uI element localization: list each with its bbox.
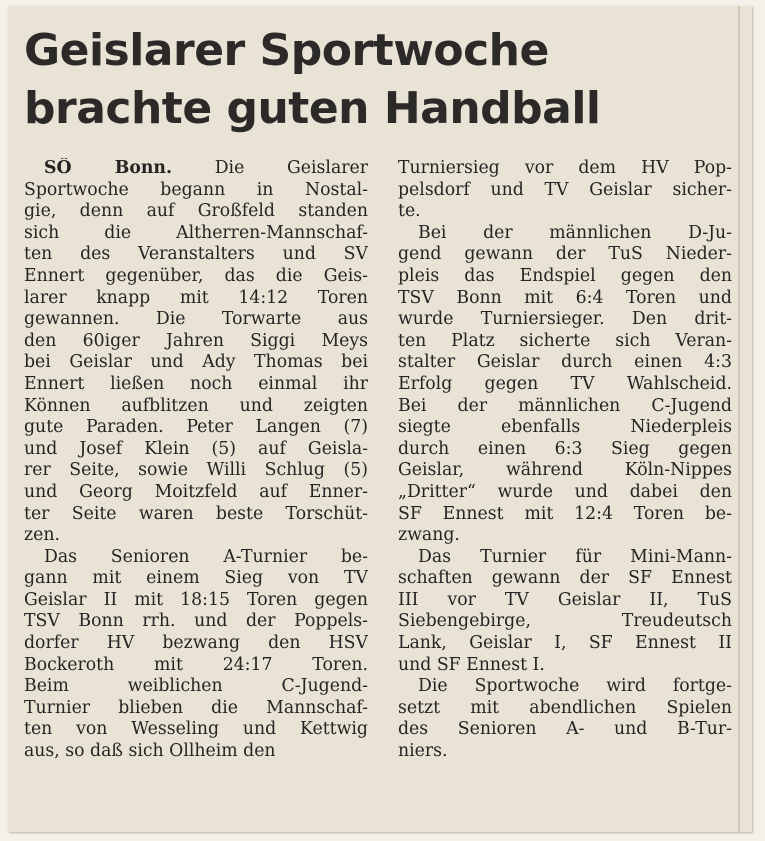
text-line (398, 676, 732, 698)
text-line (398, 288, 732, 310)
text-line (24, 158, 368, 180)
article-column-right (398, 158, 732, 763)
text-line (398, 201, 732, 223)
text-line (398, 504, 732, 526)
line-text: Die Sportwoche wird fortge- (418, 676, 732, 697)
line-text: ten des Veranstalters und SV (24, 244, 368, 265)
article-column-left (24, 158, 368, 763)
text-line (398, 590, 732, 612)
text-line (398, 611, 732, 633)
line-text: und Georg Moitzfeld auf Enner- (24, 481, 368, 502)
line-text: Bei der männlichen D-Ju- (418, 222, 732, 243)
text-line (24, 719, 368, 741)
line-text: pelsdorf und TV Geislar sicher- (398, 179, 732, 200)
text-line (24, 633, 368, 655)
line-text: Lank, Geislar I, SF Ennest II (398, 633, 732, 654)
line-text: dorfer HV bezwang den HSV (24, 633, 368, 654)
clipping-edge (738, 6, 740, 832)
line-text: III vor TV Geislar II, TuS (398, 589, 732, 610)
text-line (398, 719, 732, 741)
text-line (24, 331, 368, 353)
text-line (24, 525, 368, 547)
text-line (398, 417, 732, 439)
line-text: bei Geislar und Ady Thomas bei (24, 352, 368, 373)
text-line (24, 698, 368, 720)
line-text: schaften gewann der SF Ennest (398, 568, 732, 589)
text-line (24, 223, 368, 245)
text-line (398, 244, 732, 266)
line-text: Das Senioren A-Turnier be- (44, 546, 368, 567)
line-text: gann mit einem Sieg von TV (24, 568, 368, 589)
text-line (24, 266, 368, 288)
line-text: niers. (398, 741, 448, 762)
line-text: Turnier blieben die Mannschaf- (24, 697, 368, 718)
line-text: des Senioren A- und B-Tur- (398, 719, 732, 740)
line-text: TSV Bonn mit 6:4 Toren und (398, 287, 732, 308)
line-text: stalter Geislar durch einen 4:3 (398, 352, 732, 373)
text-line (398, 698, 732, 720)
line-text: Turniersieg vor dem HV Pop- (398, 158, 732, 178)
text-line (24, 309, 368, 331)
text-line (24, 611, 368, 633)
text-line (24, 439, 368, 461)
text-line (398, 396, 732, 418)
text-line (24, 201, 368, 223)
text-line (24, 482, 368, 504)
text-line (398, 460, 732, 482)
text-line (24, 180, 368, 202)
line-text: gute Paraden. Peter Langen (7) (24, 417, 368, 438)
line-text: Die Geislarer (172, 158, 368, 178)
line-text: und SF Ennest I. (398, 654, 545, 675)
text-line (398, 374, 732, 396)
line-text: Bei der männlichen C-Jugend (398, 395, 732, 416)
text-line (24, 741, 368, 763)
line-text: Siebengebirge, Treudeutsch (398, 611, 732, 632)
line-text: ten von Wesseling und Kettwig (24, 719, 368, 740)
text-line (24, 590, 368, 612)
line-text: Beim weiblichen C-Jugend- (24, 676, 368, 697)
text-line (24, 676, 368, 698)
line-text: durch einen 6:3 Sieg gegen (398, 438, 732, 459)
line-text: setzt mit abendlichen Spielen (398, 697, 732, 718)
text-line (398, 158, 732, 180)
text-line (24, 244, 368, 266)
text-line (398, 439, 732, 461)
text-line (398, 633, 732, 655)
line-text: gewannen. Die Torwarte aus (24, 309, 368, 330)
line-text: Geislar, während Köln-Nippes (398, 460, 732, 481)
line-text: ter Seite waren beste Torschüt- (24, 503, 368, 524)
text-line (24, 352, 368, 374)
line-text: zen. (24, 525, 60, 546)
line-text: siegte ebenfalls Niederpleis (398, 417, 732, 438)
line-text: rer Seite, sowie Willi Schlug (5) (24, 460, 368, 481)
line-text: Sportwoche begann in Nostal- (24, 179, 368, 200)
text-line (398, 568, 732, 590)
text-line (24, 655, 368, 677)
line-text: larer knapp mit 14:12 Toren (24, 287, 368, 308)
text-line (398, 180, 732, 202)
line-text: Bockeroth mit 24:17 Toren. (24, 654, 368, 675)
line-text: sich die Altherren-Mannschaf- (24, 222, 368, 243)
line-text: gie, denn auf Großfeld standen (24, 201, 368, 222)
line-text: te. (398, 201, 421, 222)
line-text: Können aufblitzen und zeigten (24, 395, 368, 416)
text-line (398, 741, 732, 763)
text-line (398, 352, 732, 374)
line-text: pleis das Endspiel gegen den (398, 265, 732, 286)
text-line (398, 482, 732, 504)
headline-line-2: brachte guten Handball (24, 83, 601, 134)
line-text: wurde Turniersieger. Den drit- (398, 309, 732, 330)
line-text: „Dritter“ wurde und dabei den (398, 481, 732, 502)
text-line (24, 504, 368, 526)
line-text: und Josef Klein (5) auf Geisla- (24, 438, 368, 459)
text-line (24, 417, 368, 439)
text-line (398, 525, 732, 547)
line-text: SF Ennest mit 12:4 Toren be- (398, 503, 732, 524)
text-line (398, 223, 732, 245)
text-line (398, 547, 732, 569)
line-text: Das Turnier für Mini-Mann- (418, 546, 732, 567)
line-text: den 60iger Jahren Siggi Meys (24, 330, 368, 351)
byline: SÖ Bonn. (44, 158, 173, 178)
line-text: ten Platz sicherte sich Veran- (398, 330, 732, 351)
text-line (398, 266, 732, 288)
text-line (24, 396, 368, 418)
line-text: Ennert ließen noch einmal ihr (24, 373, 368, 394)
text-line (24, 460, 368, 482)
text-line (398, 309, 732, 331)
line-text: gend gewann der TuS Nieder- (398, 244, 732, 265)
line-text: zwang. (398, 525, 460, 546)
line-text: Ennert gegenüber, das die Geis- (24, 265, 368, 286)
line-text: aus, so daß sich Ollheim den (24, 741, 276, 762)
text-line (24, 288, 368, 310)
line-text: Erfolg gegen TV Wahlscheid. (398, 373, 732, 394)
text-line (398, 655, 732, 677)
text-line (24, 547, 368, 569)
line-text: Geislar II mit 18:15 Toren gegen (24, 589, 368, 610)
text-line (398, 331, 732, 353)
text-line (24, 374, 368, 396)
line-text: TSV Bonn rrh. und der Poppels- (24, 611, 368, 632)
headline-line-1: Geislarer Sportwoche (24, 25, 549, 76)
headline (24, 22, 724, 138)
text-line (24, 568, 368, 590)
